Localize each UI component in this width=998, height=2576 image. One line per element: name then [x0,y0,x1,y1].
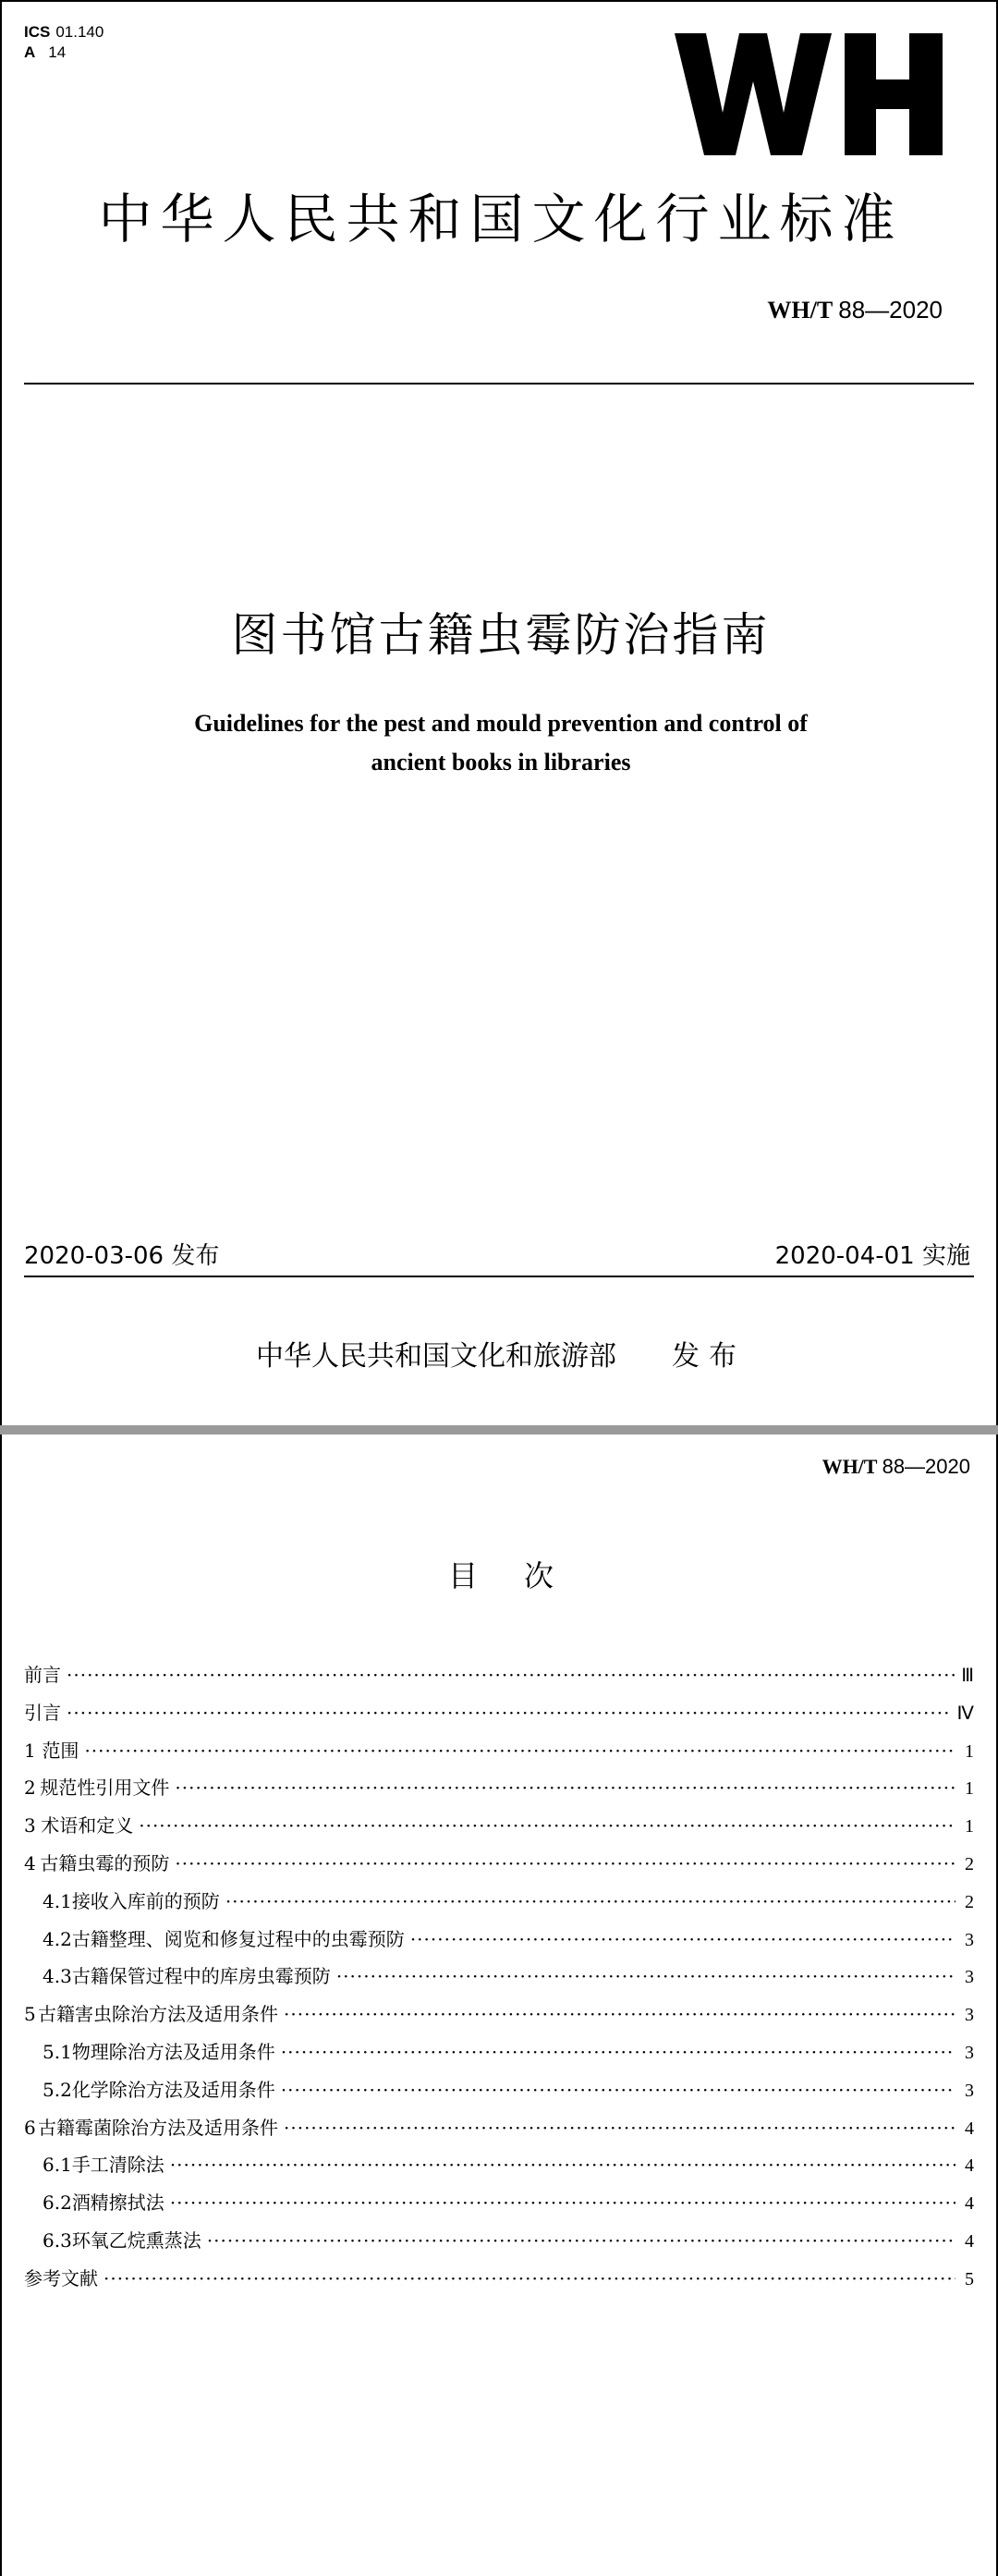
toc-dot-leader [67,1656,955,1694]
toc-dot-leader [170,2184,955,2222]
publisher-line [2,1333,998,1373]
toc-entry[interactable] [24,2260,974,2298]
toc-dot-leader [207,2222,955,2260]
toc-entry-title: 范围 [42,1739,79,1762]
toc-entry-title: 前言 [24,1664,61,1686]
standard-number [767,296,943,324]
toc-entry-page: 2 [965,1891,974,1912]
toc-standard-code: WH/T [822,1455,878,1478]
issue-date: 2020-03-06 发布 [24,1242,220,1270]
toc-entry-title: 手工清除法 [71,2154,164,2177]
toc-entry[interactable] [24,1845,974,1883]
toc-entry-page: 5 [965,2268,974,2289]
toc-entry-title: 引言 [24,1701,61,1724]
toc-entry-page: 3 [965,1929,974,1950]
toc-entry[interactable] [24,1883,974,1921]
toc-entry-number: 4.3 [43,1965,72,1988]
toc-dot-leader [84,1732,955,1770]
toc-entry-page: Ⅳ [956,1703,974,1724]
ccs-value: 14 [48,43,67,61]
toc-entry[interactable] [24,2071,974,2109]
toc-entry-title: 规范性引用文件 [40,1776,170,1800]
toc-entry-page: 4 [965,2118,974,2139]
toc-dot-leader [281,2071,955,2109]
toc-entry[interactable] [24,2146,974,2184]
ccs-code [24,43,103,63]
toc-entry-page: 1 [965,1778,974,1800]
page-separator [0,1425,998,1435]
toc-entry[interactable] [24,1921,974,1959]
classification-codes [24,22,103,63]
toc-list [24,1656,974,2298]
toc-entry-title: 参考文献 [24,2266,98,2289]
toc-entry-number: 5.1 [43,2040,72,2063]
toc-entry-page: 3 [965,2005,974,2026]
toc-dot-leader [175,1845,955,1883]
toc-entry-number: 6 [24,2116,36,2139]
toc-dot-leader [170,2146,955,2184]
toc-dot-leader [336,1958,955,1996]
standard-code: WH/T [767,297,833,324]
toc-dot-leader [103,2260,955,2298]
toc-standard-number [822,1455,970,1479]
toc-dot-leader [175,1769,955,1807]
title-english [2,704,998,782]
toc-dot-leader [67,1694,952,1732]
toc-entry[interactable] [24,1694,974,1732]
toc-entry[interactable] [24,1996,974,2033]
ics-label: ICS [24,23,51,41]
toc-entry-title: 化学除治方法及适用条件 [71,2078,275,2101]
toc-entry[interactable] [24,2109,974,2147]
toc-entry-number: 4 [24,1851,36,1874]
toc-entry-title: 古籍害虫除治方法及适用条件 [38,2003,278,2026]
toc-entry-title: 古籍保管过程中的库房虫霉预防 [71,1965,331,1988]
toc-entry-number: 2 [24,1776,36,1800]
toc-entry-number: 1 [24,1739,36,1762]
toc-entry[interactable] [24,1656,974,1694]
toc-entry-title: 古籍霉菌除治方法及适用条件 [38,2116,278,2139]
toc-entry-page: Ⅲ [961,1666,974,1686]
toc-entry-title: 古籍整理、阅览和修复过程中的虫霉预防 [71,1927,405,1950]
toc-dot-leader [225,1883,955,1921]
table-of-contents-page [0,1435,998,2576]
toc-entry-page: 1 [965,1740,974,1762]
toc-dot-leader [281,2033,955,2071]
publisher-name: 中华人民共和国文化和旅游部 [256,1340,616,1373]
toc-entry-page: 3 [965,2042,974,2063]
toc-entry-page: 4 [965,2193,974,2215]
ccs-label: A [24,43,36,61]
toc-dot-leader [284,1996,955,2033]
toc-entry-number: 6.1 [43,2154,72,2177]
toc-entry-number: 4.2 [43,1927,72,1950]
toc-entry-number: 6.3 [43,2228,72,2252]
toc-entry-number: 6.2 [43,2191,72,2215]
wh-logo [675,33,943,155]
toc-entry[interactable] [24,2033,974,2071]
publish-action: 发布 [672,1340,746,1373]
toc-title: 目次 [447,1558,600,1593]
toc-entry-number: 3 [24,1814,36,1837]
toc-entry-page: 2 [965,1853,974,1874]
divider-bottom [24,1276,974,1277]
toc-entry[interactable] [24,1769,974,1807]
ics-code [24,22,103,43]
effective-date: 2020-04-01 实施 [774,1242,970,1270]
title-english-line2: ancient books in libraries [371,749,631,775]
toc-entry[interactable] [24,2184,974,2222]
toc-entry-page: 4 [965,2155,974,2177]
toc-entry-page: 4 [965,2230,974,2252]
toc-entry-page: 3 [965,1967,974,1988]
toc-dot-leader [410,1921,955,1959]
toc-entry[interactable] [24,1807,974,1845]
toc-entry-number: 4.1 [43,1889,72,1912]
toc-entry-page: 3 [965,2080,974,2101]
toc-entry[interactable] [24,2222,974,2260]
toc-entry-title: 物理除治方法及适用条件 [71,2040,275,2063]
ics-value: 01.140 [55,23,104,41]
toc-entry-page: 1 [965,1816,974,1837]
issuing-agency-heading: 中华人民共和国文化行业标准 [98,188,904,250]
toc-entry[interactable] [24,1958,974,1996]
standard-year: 88—2020 [838,296,943,324]
toc-entry-title: 术语和定义 [41,1814,134,1837]
toc-dot-leader [284,2109,955,2147]
toc-standard-year: 88—2020 [882,1455,970,1478]
title-chinese: 图书馆古籍虫霉防治指南 [231,608,771,662]
toc-entry-title: 环氧乙烷熏蒸法 [71,2228,201,2252]
toc-entry-number: 5 [24,2003,36,2026]
divider-top [24,383,974,385]
toc-entry[interactable] [24,1732,974,1770]
toc-dot-leader [139,1807,955,1845]
toc-entry-title: 古籍虫霉的预防 [40,1851,170,1874]
toc-entry-number: 5.2 [43,2078,72,2101]
toc-entry-title: 接收入库前的预防 [71,1889,220,1912]
title-english-line1: Guidelines for the pest and mould prevention and control of [194,710,808,737]
toc-entry-title: 酒精擦拭法 [71,2191,164,2215]
